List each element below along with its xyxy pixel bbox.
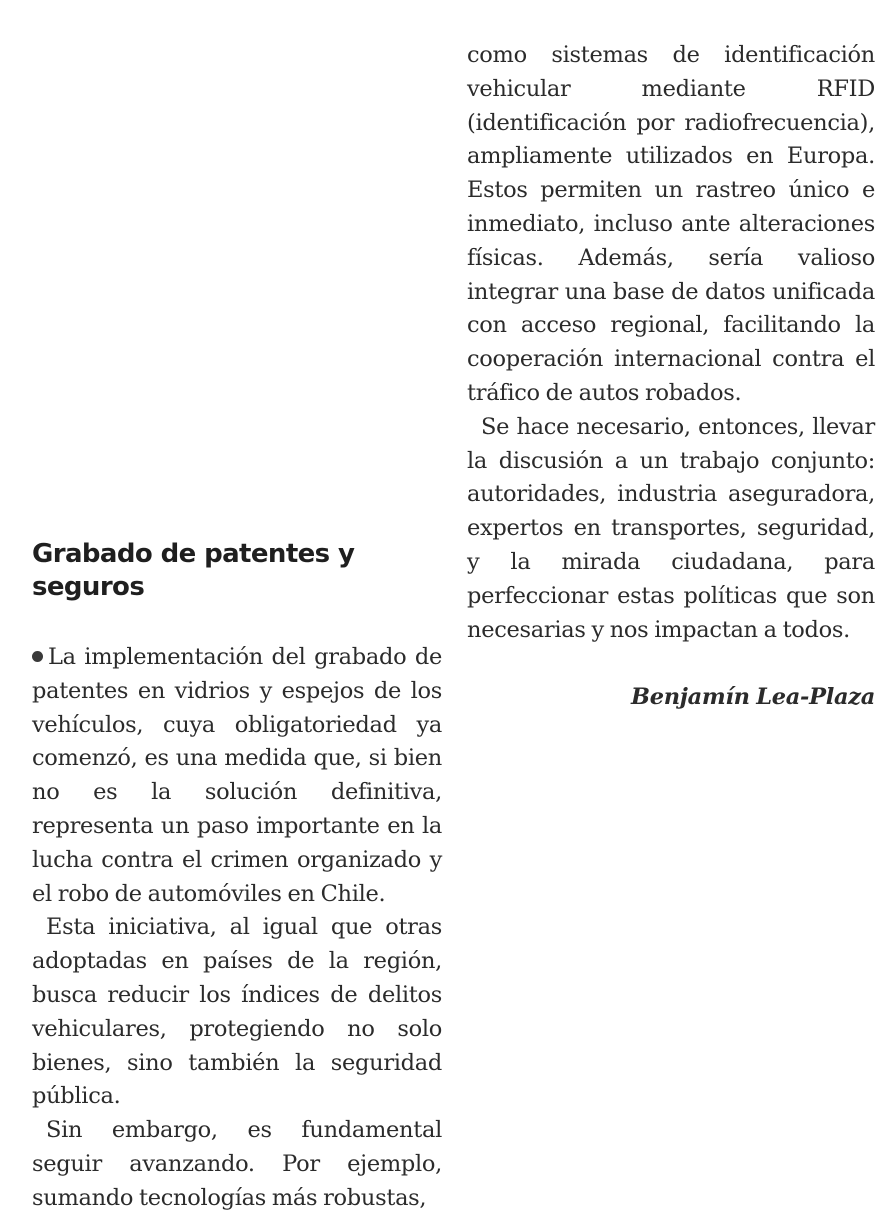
paragraph-1-text: La implementación del grabado de patentes en vidrios y espejos de los vehículos, cuya obligatoriedad ya comenzó, es una medida que, si bien no es la solución definitiva, representa un paso importante en la lucha contra el crimen organizado y el robo de automóviles en Chile. bbox=[32, 644, 442, 907]
article-headline: Grabado de patentes y seguros bbox=[32, 539, 355, 602]
bullet-icon bbox=[32, 651, 43, 662]
paragraph-4: como sistemas de identificación vehicular mediante RFID (identificación por radiofrecuencia), ampliamente utilizados en Europa. Estos permiten un rastreo único e inmediato, incluso ante alteraciones físicas. Además, sería valioso integrar una base de datos unificada con acceso regional, facilitando la cooperación internacional contra el tráfico de autos robados. bbox=[467, 42, 875, 406]
paragraph-3: Sin embargo, es fundamental seguir avanzando. Por ejemplo, sumando tecnologías más robustas, bbox=[32, 1117, 442, 1211]
author-signature: Benjamín Lea-Plaza bbox=[630, 684, 875, 711]
paragraph-2: Esta iniciativa, al igual que otras adoptadas en países de la región, busca reducir los índices de delitos vehiculares, protegiendo no solo bienes, sino también la seguridad pública. bbox=[32, 914, 442, 1110]
left-column bbox=[32, 538, 442, 1216]
right-column bbox=[467, 39, 875, 715]
paragraph-5: Se hace necesario, entonces, llevar la discusión a un trabajo conjunto: autoridades, industria aseguradora, expertos en transportes, seguridad, y la mirada ciudadana, para perfeccionar estas políticas que son necesarias y nos impactan a todos. bbox=[467, 413, 875, 643]
paragraph-1 bbox=[32, 641, 442, 911]
